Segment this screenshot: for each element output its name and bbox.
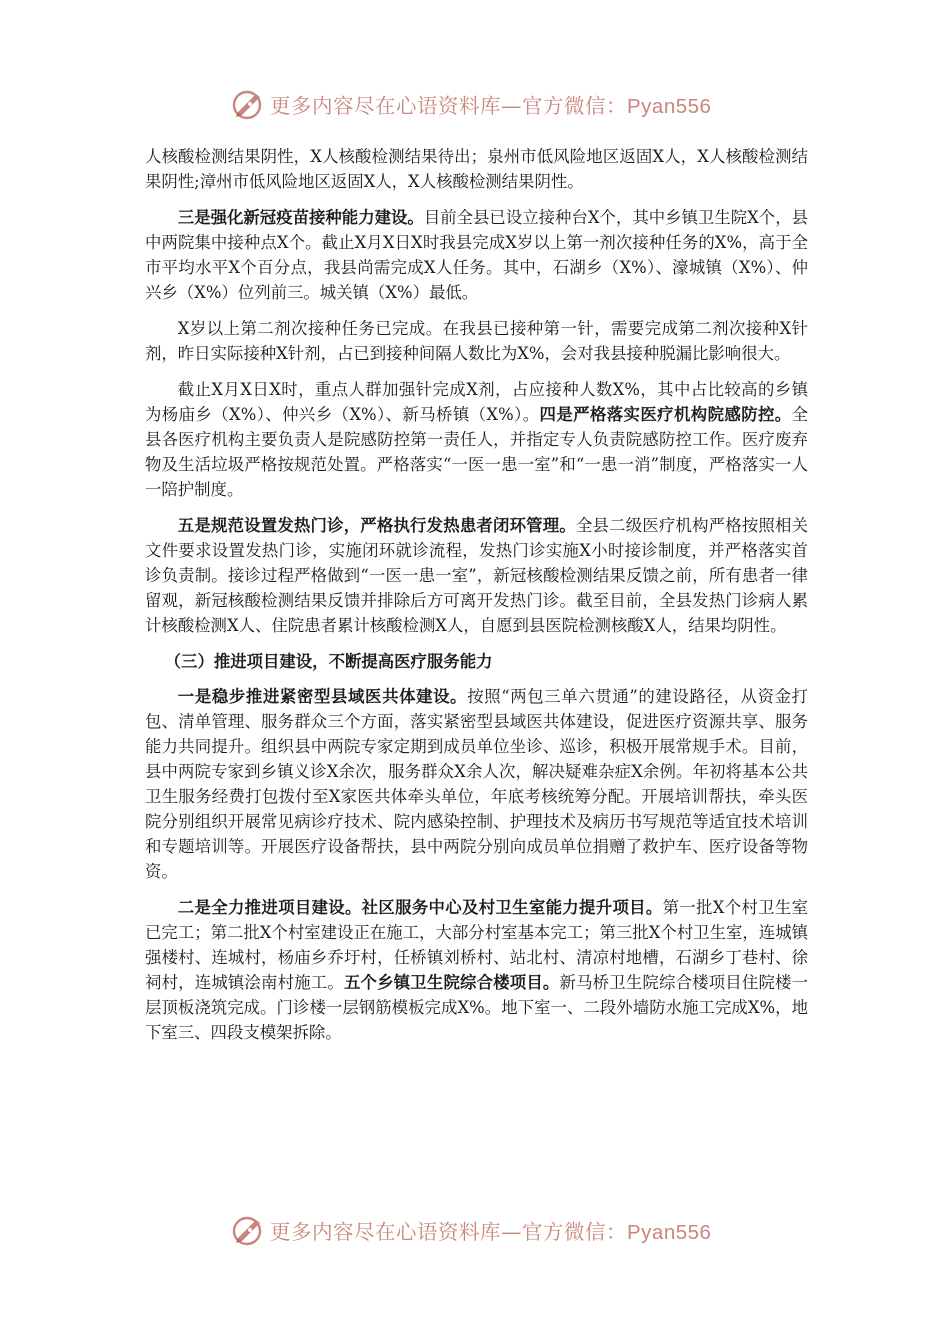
- paragraph-7: [145, 895, 808, 1045]
- footer-banner: [230, 1212, 750, 1248]
- paragraph-5-text: 全县二级医疗机构严格按照相关文件要求设置发热门诊，实施闭环就诊流程，发热门诊实施X小时接诊制度，并严格落实首诊负责制。接诊过程严格做到“一医一患一室”，新冠核酸检测结果反馈之前，所有患者一律留观，新冠核酸检测结果反馈并排除后方可离开发热门诊。截至目前，全县发热门诊病人累计核酸检测X人、住院患者累计核酸检测X人，自愿到县医院检测核酸X人，结果均阴性。: [145, 516, 809, 635]
- header-banner: [230, 86, 750, 122]
- paragraph-4-lead: 四是严格落实医疗机构院感防控。: [539, 405, 792, 424]
- footer-banner-text: [270, 1215, 711, 1245]
- paragraph-3: X岁以上第二剂次接种任务已完成。在我县已接种第一针，需要完成第二剂次接种X针剂，昨日实际接种X针剂，占已到接种间隔人数比为X%，会对我县接种脱漏比影响很大。: [145, 319, 808, 363]
- paragraph-2: [145, 205, 808, 305]
- paragraph-5-lead: 五是规范设置发热门诊，严格执行发热患者闭环管理。: [177, 516, 576, 535]
- paragraph-7-text2: 新马桥卫生院综合楼项目住院楼一层顶板浇筑完成。门诊楼一层钢筋模板完成X%。地下室一、二段外墙防水施工完成X%，地下室三、四段支模架拆除。: [145, 973, 809, 1042]
- paragraph-7-lead2: 五个乡镇卫生院综合楼项目。: [343, 973, 560, 992]
- paragraph-4-text: 截止X月X日X时，重点人群加强针完成X剂，占应接种人数X%，其中占比较高的乡镇为杨庙乡（X%）、仲兴乡（X%）、新马桥镇（X%）。: [145, 380, 808, 424]
- paragraph-6-lead: 一是稳步推进紧密型县域医共体建设。: [177, 687, 468, 706]
- paragraph-1: 人核酸检测结果阴性，X人核酸检测结果待出；泉州市低风险地区返固X人，X人核酸检测结果阴性;漳州市低风险地区返固X人，X人核酸检测结果阴性。: [145, 147, 808, 191]
- paragraph-6-text: 按照“两包三单六贯通”的建设路径，从资金打包、清单管理、服务群众三个方面，落实紧密型县域医共体建设，促进医疗资源共享、服务能力共同提升。组织县中两院专家定期到成员单位坐诊、巡诊，积极开展常规手术。目前，县中两院专家到乡镇义诊X余次，服务群众X余人次，解决疑难杂症X余例。年初将基本公共卫生服务经费打包拨付至X家医共体牵头单位，年底考核统筹分配。开展培训帮扶，牵头医院分别组织开展常见病诊疗技术、院内感染控制、护理技术及病历书写规范等适宜技术培训和专题培训等。开展医疗设备帮扶，县中两院分别向成员单位捐赠了救护车、医疗设备等物资。: [145, 687, 809, 881]
- header-wechat-id: Pyan556: [627, 95, 712, 118]
- footer-banner-label: 更多内容尽在心语资料库—官方微信：: [270, 1220, 627, 1244]
- paragraph-2-text: 目前全县已设立接种台X个，其中乡镇卫生院X个，县中两院集中接种点X个。截止X月X日X时我县完成X岁以上第一剂次接种任务的X%，高于全市平均水平X个百分点，我县尚需完成X人任务。其中，石湖乡（X%）、濠城镇（X%）、仲兴乡（X%）位列前三。城关镇（X%）最低。: [145, 208, 809, 302]
- paragraph-4: [145, 377, 808, 502]
- footer-wechat-id: Pyan556: [627, 1221, 712, 1244]
- paragraph-7-lead: 二是全力推进项目建设。社区服务中心及村卫生室能力提升项目。: [177, 898, 663, 917]
- document-body: [145, 144, 808, 1056]
- header-banner-label: 更多内容尽在心语资料库—官方微信：: [270, 94, 627, 118]
- paragraph-7-text: 第一批X个村卫生室已完工；第二批X个村室建设正在施工，大部分村室基本完工；第三批X个村卫生室，连城镇强楼村、连城村，杨庙乡乔圩村，任桥镇刘桥村、站北村、清凉村地槽，石湖乡丁巷村、徐祠村，连城镇浍南村施工。: [145, 898, 808, 992]
- header-banner-text: [270, 89, 711, 119]
- paragraph-4-text2: 全县各医疗机构主要负责人是院感防控第一责任人，并指定专人负责院感防控工作。医疗废弃物及生活垃圾严格按规范处置。严格落实“一医一患一室”和“一患一消”制度，严格落实一人一陪护制度。: [145, 405, 809, 499]
- paragraph-5: [145, 513, 808, 638]
- paragraph-6: [145, 684, 808, 884]
- pen-logo-icon: [230, 1212, 266, 1248]
- pen-logo-icon: [230, 86, 266, 122]
- paragraph-2-lead: 三是强化新冠疫苗接种能力建设。: [177, 208, 424, 227]
- section-heading-3: （三）推进项目建设，不断提高医疗服务能力: [164, 652, 493, 671]
